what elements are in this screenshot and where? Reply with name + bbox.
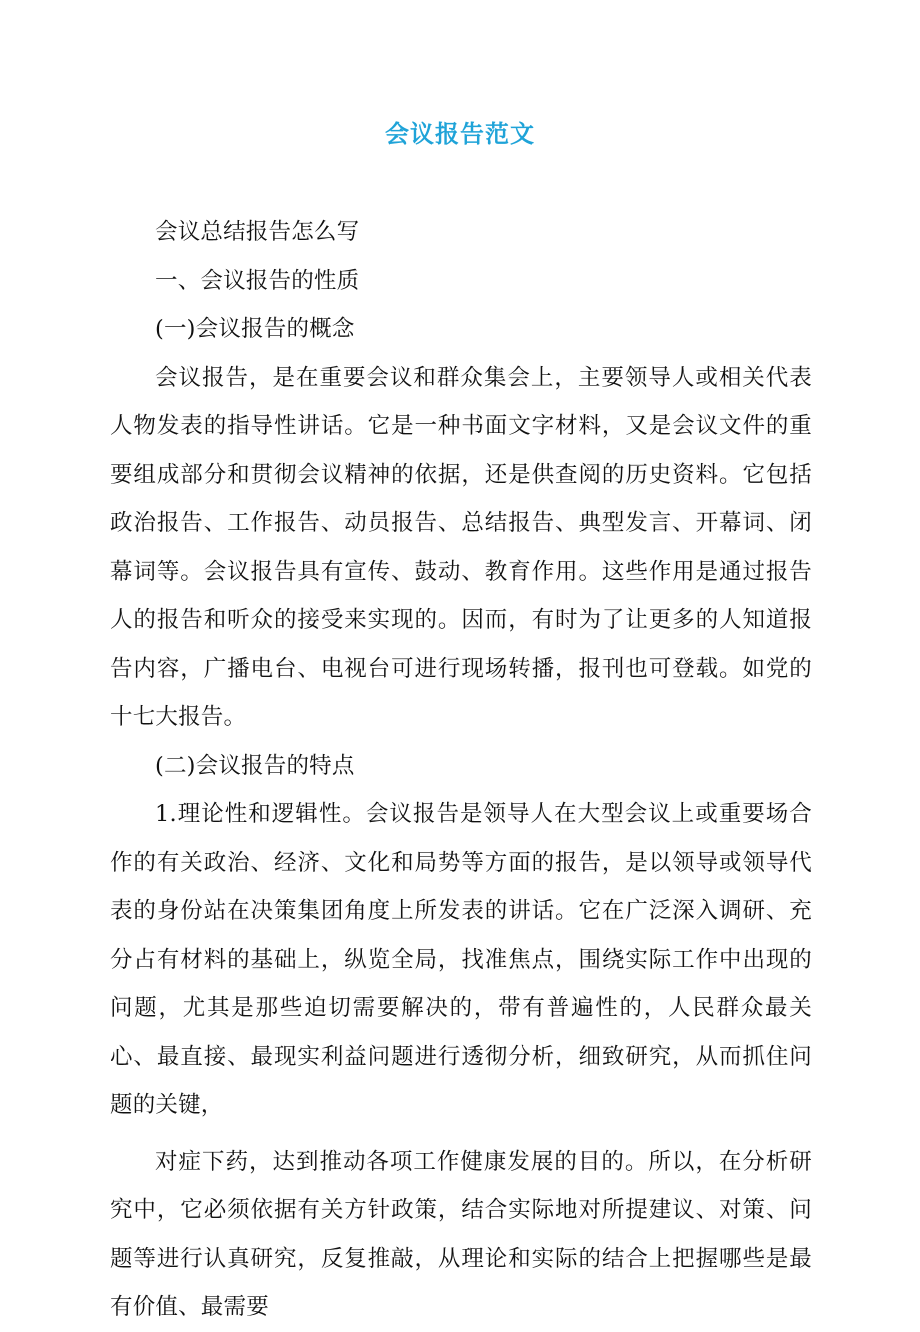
paragraph-concept: 会议报告，是在重要会议和群众集会上，主要领导人或相关代表人物发表的指导性讲话。它是一种书面文字材料，又是会议文件的重要组成部分和贯彻会议精神的依据，还是供查阅的历史资料。它包括政治报告、工作报告、动员报告、总结报告、典型发言、开幕词、闭幕词等。会议报告具有宣传、鼓动、教育作用。这些作用是通过报告人的报告和听众的接受来实现的。因而，有时为了让更多的人知道报告内容，广播电台、电视台可进行现场转播，报刊也可登载。如党的十七大报告。 [110, 364, 812, 730]
paragraph-gap [110, 1130, 812, 1138]
section-heading-nature: 一、会议报告的性质 [155, 267, 360, 294]
paragraph-heading-how-to-write: 会议总结报告怎么写 [155, 219, 360, 245]
page-title: 会议报告范文 [385, 119, 535, 148]
paragraph-feature-1: 1.理论性和逻辑性。会议报告是领导人在大型会议上或重要场合作的有关政治、经济、文化和局势等方面的报告，是以领导或领导代表的身份站在决策集团角度上所发表的讲话。它在广泛深入调研、充分占有材料的基础上，纵览全局，找准焦点，围绕实际工作中出现的问题，尤其是那些迫切需要解决的，带有普遍性的，人民群众最关心、最直接、最现实利益问题进行透彻分析，细致研究，从而抓住问题的关键， [110, 801, 812, 1118]
paragraph-feature-1-continued: 对症下药，达到推动各项工作健康发展的目的。所以，在分析研究中，它必须依据有关方针政策，结合实际地对所提建议、对策、问题等进行认真研究，反复推敲，从理论和实际的结合上把握哪些是最有价值、最需要 [110, 1148, 812, 1320]
subsection-heading-concept: (一)会议报告的概念 [155, 316, 355, 342]
document-body [110, 208, 812, 1332]
subsection-heading-features: (二)会议报告的特点 [155, 752, 355, 779]
